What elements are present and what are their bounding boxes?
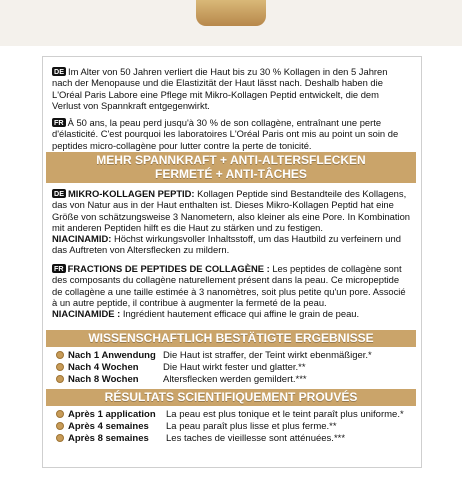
result-row-fr-2 [56,421,412,432]
fr-niacin-label: NIACINAMIDE : [52,308,121,320]
bullet-icon [56,375,64,383]
result-text: Die Haut ist straffer, der Teint wirkt ebenmäßiger.* [163,350,372,361]
results-band-de: WISSENSCHAFTLICH BESTÄTIGTE ERGEBNISSE [46,330,416,347]
result-label: Après 1 application [68,409,156,420]
bullet-icon [56,351,64,359]
de-niacin-text: Höchst wirkungsvoller Inhaltsstoff, um das Hautbild zu verfeinern und das Auftreten von Altersflecken zu mildern. [52,233,401,256]
result-text: La peau est plus tonique et le teint paraît plus uniforme.* [166,409,404,420]
benefits-band-line-de: MEHR SPANNKRAFT + ANTI-ALTERSFLECKEN [96,153,366,167]
result-text: Les taches de vieillesse sont atténuées.*** [166,433,346,444]
bullet-icon [56,422,64,430]
gold-lid-accent [196,0,266,26]
result-label: Nach 8 Wochen [68,374,139,385]
result-label: Nach 1 Anwendung [68,350,156,361]
benefits-band-line-fr: FERMETÉ + ANTI-TÂCHES [155,167,307,181]
fr-peptide-label: FRACTIONS DE PEPTIDES DE COLLAGÈNE : [67,263,270,274]
result-row-fr-1 [56,409,412,420]
fr-flag-badge: FR [54,264,64,273]
de-peptide-label: MIKRO-KOLLAGEN PEPTID: [68,188,195,199]
fr-ingredients-paragraph [52,263,410,319]
fr-flag-badge: FR [54,118,64,127]
benefits-band [46,152,416,183]
result-text: Altersflecken werden gemildert.*** [163,374,307,385]
bullet-icon [56,434,64,442]
result-row-de-2 [56,362,412,373]
result-row-de-1 [56,350,412,361]
de-ingredients-paragraph [52,188,410,256]
de-flag-badge: DE [54,67,64,76]
fr-peptide-text: Les peptides de collagène sont des composants du collagène naturellement présent dans la peau. Ce micropeptide de collagène a une taille estimée à 3 nanomètres, soit plus petite qu'un pore. Associé à un autre peptide, il contribue à augmenter la fermeté de la peau. [52,263,406,308]
de-intro-paragraph [52,66,410,111]
result-label: Nach 4 Wochen [68,362,139,373]
result-row-de-3 [56,374,412,385]
fr-niacin-text: Ingrédient hautement efficace qui affine le grain de peau. [122,308,360,320]
de-intro-text: Im Alter von 50 Jahren verliert die Haut bis zu 30 % Kollagen in den 5 Jahren nach der Menopause und die Elastizität der Haut lässt nach. Deshalb haben die L'Oréal Paris Labore eine Pflege mit Mikro-Kollagen Peptid entwickelt, die dem Verlust von Spannkraft entgegenwirkt. [52,66,388,111]
de-peptide-text: Kollagen Peptide sind Bestandteile des Kollagens, das von Natur aus in der Haut enthalten ist. Dieses Mikro-Kollagen Peptid hat eine Größe von schätzungsweise 3 Nanometern, also kleiner als eine Pore. In Kombination mit anderen Peptiden hilft es die Haut zu stärken und zu festigen. [52,188,411,233]
results-band-fr: RÉSULTATS SCIENTIFIQUEMENT PROUVÉS [46,389,416,406]
result-text: La peau paraît plus lisse et plus ferme.** [166,421,337,432]
bullet-icon [56,363,64,371]
fr-intro-text: À 50 ans, la peau perd jusqu'à 30 % de son collagène, entraînant une perte d'élasticité. C'est pourquoi les laboratoires L'Oréal Paris ont mis au point un soin de peptides micro-collagène pour lutter contre la perte de tonicité. [52,117,399,151]
fr-intro-paragraph [52,117,410,151]
de-niacin-label: NIACINAMID: [52,233,112,245]
result-label: Après 8 semaines [68,433,149,444]
result-row-fr-3 [56,433,412,444]
result-text: Die Haut wirkt fester und glatter.** [163,362,306,373]
result-label: Après 4 semaines [68,421,149,432]
de-flag-badge: DE [54,189,64,198]
bullet-icon [56,410,64,418]
